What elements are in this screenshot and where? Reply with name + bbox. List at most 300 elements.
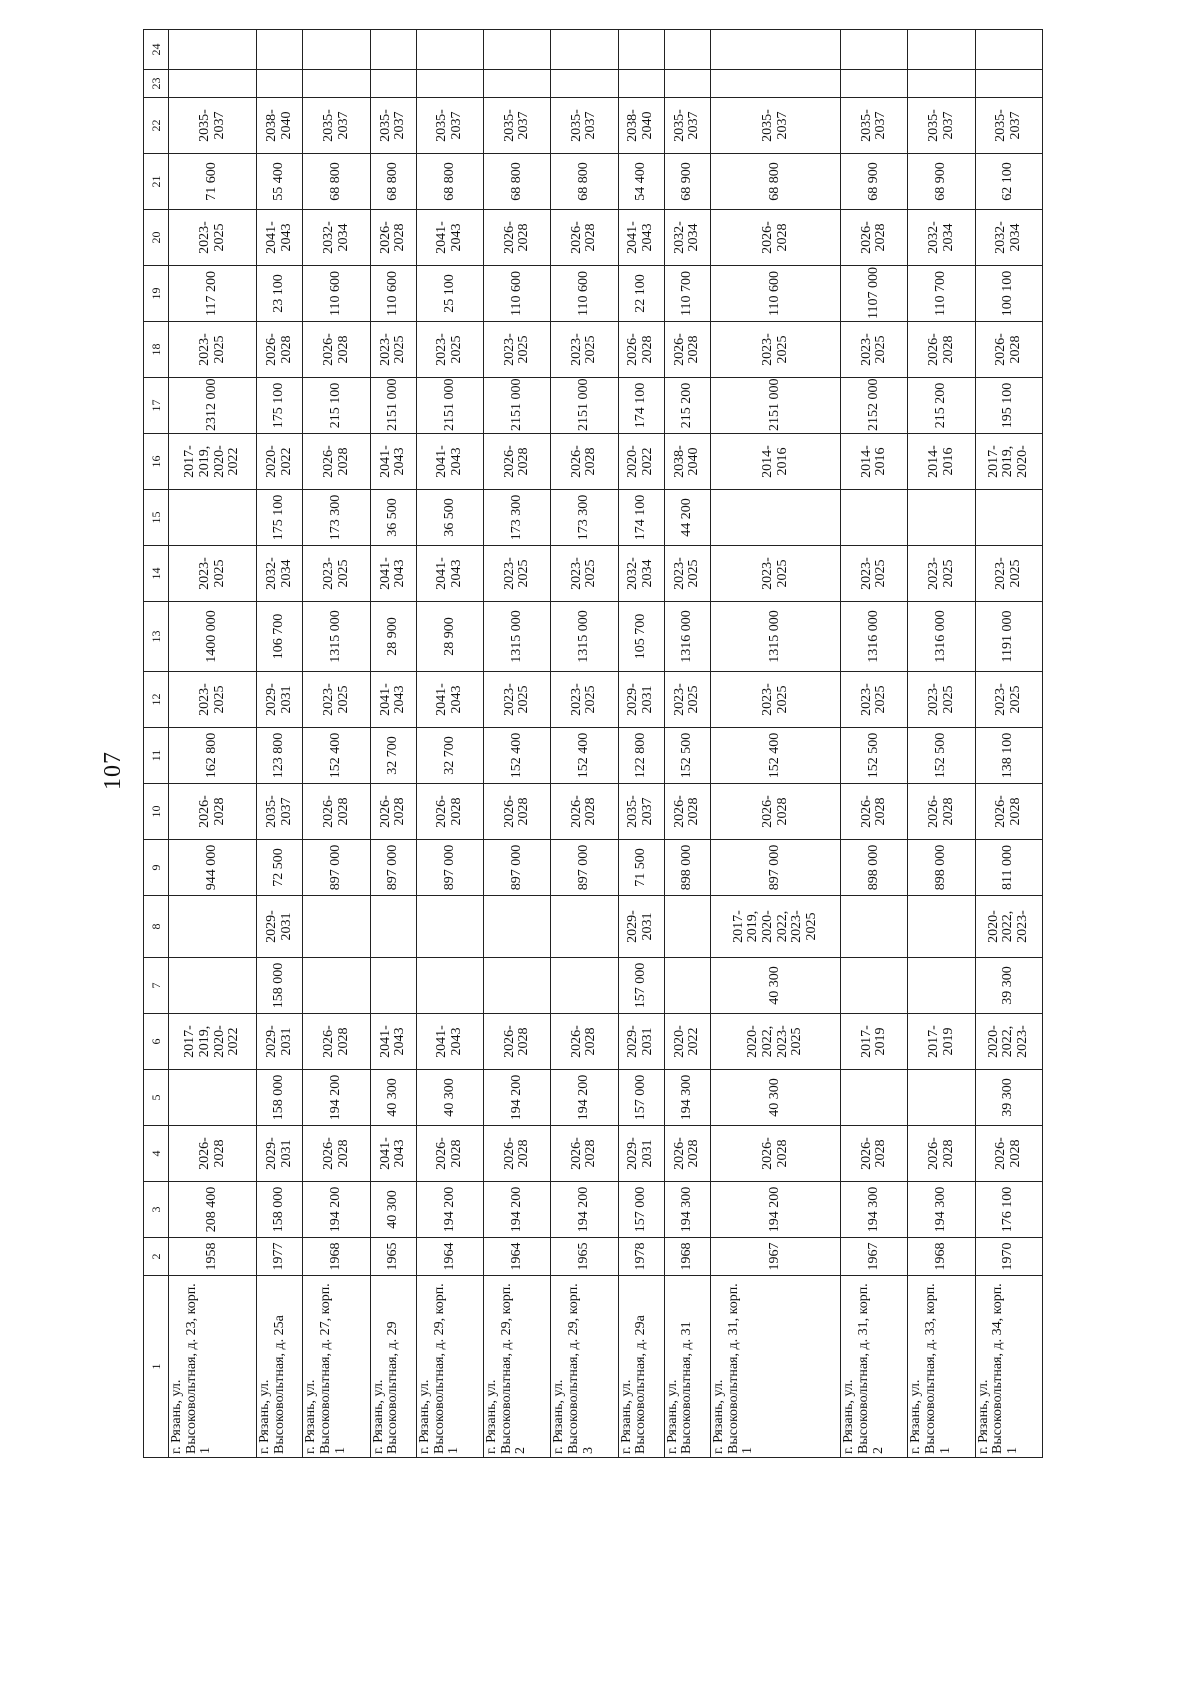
table-cell: 110 600 <box>551 266 618 322</box>
column-header-13: 13 <box>144 602 169 672</box>
table-cell: 2026-2028 <box>303 1014 370 1070</box>
column-header-22: 22 <box>144 98 169 154</box>
table-cell: 2026-2028 <box>484 434 551 490</box>
address-cell: г. Рязань, ул. Высоковольтная, д. 25а <box>257 1276 303 1458</box>
table-cell: 1965 <box>370 1238 416 1276</box>
table-cell <box>711 30 841 70</box>
table-cell: 68 800 <box>370 154 416 210</box>
table-cell: 898 000 <box>841 840 908 896</box>
table-cell: 2026-2028 <box>908 1126 975 1182</box>
table-cell: 68 900 <box>664 154 710 210</box>
column-header-11: 11 <box>144 728 169 784</box>
table-cell: 208 400 <box>169 1182 257 1238</box>
table-cell: 1191 000 <box>975 602 1042 672</box>
table-cell: 2023-2025 <box>664 672 710 728</box>
table-cell: 1970 <box>975 1238 1042 1276</box>
table-cell: 162 800 <box>169 728 257 784</box>
table-cell: 40 300 <box>370 1070 416 1126</box>
table-cell: 23 100 <box>257 266 303 322</box>
table-cell <box>841 70 908 98</box>
table-cell: 110 600 <box>711 266 841 322</box>
table-cell: 897 000 <box>303 840 370 896</box>
table-row <box>484 30 551 1458</box>
table-cell: 2026-2028 <box>841 210 908 266</box>
table-cell: 194 300 <box>908 1182 975 1238</box>
table-cell: 215 100 <box>303 378 370 434</box>
table-cell: 2029-2031 <box>618 1126 664 1182</box>
table-cell <box>908 490 975 546</box>
table-cell <box>975 30 1042 70</box>
table-cell: 1965 <box>551 1238 618 1276</box>
table-cell: 2026-2028 <box>975 322 1042 378</box>
table-cell: 1968 <box>908 1238 975 1276</box>
table-cell: 2020-2022 <box>618 434 664 490</box>
table-cell: 1978 <box>618 1238 664 1276</box>
table-cell: 2041-2043 <box>416 672 483 728</box>
table-cell: 2029-2031 <box>618 672 664 728</box>
table-cell: 123 800 <box>257 728 303 784</box>
table-cell: 2026-2028 <box>975 1126 1042 1182</box>
table-cell: 2032-2034 <box>664 210 710 266</box>
table-cell: 158 000 <box>257 958 303 1014</box>
table-cell: 2151 000 <box>711 378 841 434</box>
table-cell <box>370 30 416 70</box>
table-cell <box>370 896 416 958</box>
table-cell: 71 600 <box>169 154 257 210</box>
table-row <box>169 30 257 1458</box>
table-cell <box>257 70 303 98</box>
table-cell: 152 500 <box>908 728 975 784</box>
table-cell: 2020-2022, 2023- <box>975 1014 1042 1070</box>
table-cell: 122 800 <box>618 728 664 784</box>
table-cell <box>711 490 841 546</box>
table-cell: 2035-2037 <box>303 98 370 154</box>
table-cell <box>551 896 618 958</box>
table-cell <box>169 30 257 70</box>
table-cell: 158 000 <box>257 1182 303 1238</box>
table-cell <box>416 896 483 958</box>
table-row <box>975 30 1042 1458</box>
address-cell: г. Рязань, ул. Высоковольтная, д. 33, корп. 1 <box>908 1276 975 1458</box>
table-cell: 2151 000 <box>370 378 416 434</box>
table-cell: 1964 <box>484 1238 551 1276</box>
table-cell: 1315 000 <box>484 602 551 672</box>
column-header-1: 1 <box>144 1276 169 1458</box>
address-cell: г. Рязань, ул. Высоковольтная, д. 23, корп. 1 <box>169 1276 257 1458</box>
table-cell <box>975 490 1042 546</box>
table-cell: 40 300 <box>370 1182 416 1238</box>
table-cell: 2023-2025 <box>711 322 841 378</box>
table-cell: 2041-2043 <box>416 434 483 490</box>
table-cell <box>484 70 551 98</box>
table-cell: 110 700 <box>664 266 710 322</box>
table-cell: 28 900 <box>370 602 416 672</box>
table-cell: 2151 000 <box>551 378 618 434</box>
table-cell: 194 300 <box>664 1070 710 1126</box>
table-cell: 2026-2028 <box>484 1014 551 1070</box>
table-cell: 194 200 <box>551 1182 618 1238</box>
table-cell: 173 300 <box>484 490 551 546</box>
table-cell: 2038-2040 <box>257 98 303 154</box>
table-cell: 2312 000 <box>169 378 257 434</box>
table-cell: 2023-2025 <box>841 672 908 728</box>
table-cell: 2014-2016 <box>711 434 841 490</box>
table-cell: 175 100 <box>257 490 303 546</box>
table-cell: 2032-2034 <box>257 546 303 602</box>
table-cell: 2026-2028 <box>169 784 257 840</box>
table-cell: 2026-2028 <box>551 784 618 840</box>
table-cell: 2038-2040 <box>664 434 710 490</box>
table-cell: 2026-2028 <box>169 1126 257 1182</box>
table-cell: 2023-2025 <box>551 322 618 378</box>
table-cell: 2023-2025 <box>711 546 841 602</box>
table-cell <box>664 30 710 70</box>
table-cell: 2026-2028 <box>303 784 370 840</box>
column-header-6: 6 <box>144 1014 169 1070</box>
address-cell: г. Рязань, ул. Высоковольтная, д. 31 <box>664 1276 710 1458</box>
table-cell: 106 700 <box>257 602 303 672</box>
address-cell: г. Рязань, ул. Высоковольтная, д. 34, корп. 1 <box>975 1276 1042 1458</box>
table-cell: 1967 <box>711 1238 841 1276</box>
table-cell: 2038-2040 <box>618 98 664 154</box>
table-cell: 2026-2028 <box>711 1126 841 1182</box>
table-cell: 2020-2022, 2023-2025 <box>711 1014 841 1070</box>
table-cell: 32 700 <box>370 728 416 784</box>
address-cell: г. Рязань, ул. Высоковольтная, д. 29а <box>618 1276 664 1458</box>
table-cell: 55 400 <box>257 154 303 210</box>
table-cell: 194 300 <box>841 1182 908 1238</box>
table-cell <box>370 70 416 98</box>
table-cell: 2151 000 <box>416 378 483 434</box>
column-header-14: 14 <box>144 546 169 602</box>
table-cell <box>416 958 483 1014</box>
table-cell: 2017-2019, 2020-2022 <box>169 434 257 490</box>
table-cell: 2023-2025 <box>484 672 551 728</box>
table-cell: 2041-2043 <box>370 1014 416 1070</box>
address-cell: г. Рязань, ул. Высоковольтная, д. 29, корп. 2 <box>484 1276 551 1458</box>
address-cell: г. Рязань, ул. Высоковольтная, д. 27, корп. 1 <box>303 1276 370 1458</box>
table-cell: 2017-2019, 2020-2022, 2023-2025 <box>711 896 841 958</box>
table-cell: 2041-2043 <box>416 1014 483 1070</box>
table-cell: 2035-2037 <box>711 98 841 154</box>
table-cell: 2029-2031 <box>618 896 664 958</box>
table-cell: 110 700 <box>908 266 975 322</box>
table-cell: 68 800 <box>484 154 551 210</box>
table-cell: 1968 <box>664 1238 710 1276</box>
table-cell: 2026-2028 <box>711 210 841 266</box>
table-cell: 39 300 <box>975 1070 1042 1126</box>
table-cell <box>303 30 370 70</box>
table-cell: 68 800 <box>711 154 841 210</box>
table-cell: 138 100 <box>975 728 1042 784</box>
table-cell: 2026-2028 <box>841 784 908 840</box>
table-cell: 2026-2028 <box>370 210 416 266</box>
table-cell: 71 500 <box>618 840 664 896</box>
table-cell: 2029-2031 <box>257 672 303 728</box>
table-cell: 1958 <box>169 1238 257 1276</box>
table-cell: 194 200 <box>551 1070 618 1126</box>
table-cell: 2032-2034 <box>975 210 1042 266</box>
table-cell: 2029-2031 <box>257 1014 303 1070</box>
table-cell: 2041-2043 <box>370 672 416 728</box>
table-cell: 194 200 <box>303 1182 370 1238</box>
table-cell: 2026-2028 <box>908 322 975 378</box>
table-cell: 68 800 <box>303 154 370 210</box>
table-cell <box>908 896 975 958</box>
table-cell: 44 200 <box>664 490 710 546</box>
table-cell <box>908 70 975 98</box>
table-cell: 2026-2028 <box>416 1126 483 1182</box>
table-cell: 2023-2025 <box>841 322 908 378</box>
table-cell: 2026-2028 <box>551 1014 618 1070</box>
table-cell: 152 500 <box>664 728 710 784</box>
table-cell: 898 000 <box>908 840 975 896</box>
table-cell <box>416 30 483 70</box>
table-cell <box>841 30 908 70</box>
column-header-9: 9 <box>144 840 169 896</box>
table-cell: 72 500 <box>257 840 303 896</box>
table-cell: 2023-2025 <box>841 546 908 602</box>
table-cell <box>841 896 908 958</box>
table-cell: 2035-2037 <box>484 98 551 154</box>
table-cell: 110 600 <box>370 266 416 322</box>
table-cell: 2041-2043 <box>370 546 416 602</box>
table-cell: 1315 000 <box>711 602 841 672</box>
table-cell: 215 200 <box>664 378 710 434</box>
table-cell: 2023-2025 <box>908 546 975 602</box>
table-cell: 2023-2025 <box>551 546 618 602</box>
table-cell: 897 000 <box>370 840 416 896</box>
table-row <box>618 30 664 1458</box>
header-row <box>144 30 169 1458</box>
table-cell: 110 600 <box>484 266 551 322</box>
table-cell: 174 100 <box>618 490 664 546</box>
table-cell <box>551 30 618 70</box>
table-cell: 2029-2031 <box>257 896 303 958</box>
table-cell: 2041-2043 <box>257 210 303 266</box>
table-cell: 2026-2028 <box>664 322 710 378</box>
table-cell: 2035-2037 <box>551 98 618 154</box>
table-cell: 2023-2025 <box>975 546 1042 602</box>
table-cell: 117 200 <box>169 266 257 322</box>
table-cell: 2023-2025 <box>975 672 1042 728</box>
table-cell: 176 100 <box>975 1182 1042 1238</box>
table-cell: 2041-2043 <box>416 210 483 266</box>
column-header-3: 3 <box>144 1182 169 1238</box>
table-cell <box>257 30 303 70</box>
table-cell: 2026-2028 <box>303 1126 370 1182</box>
table-cell: 1316 000 <box>908 602 975 672</box>
table-row <box>908 30 975 1458</box>
table-cell: 105 700 <box>618 602 664 672</box>
table-cell: 897 000 <box>711 840 841 896</box>
table-cell: 40 300 <box>711 958 841 1014</box>
table-cell <box>484 896 551 958</box>
table-cell: 2035-2037 <box>169 98 257 154</box>
table-cell: 2014-2016 <box>841 434 908 490</box>
table-cell: 2026-2028 <box>664 1126 710 1182</box>
table-row <box>303 30 370 1458</box>
table-cell <box>303 70 370 98</box>
table-cell <box>664 70 710 98</box>
table-cell: 944 000 <box>169 840 257 896</box>
table-cell: 100 100 <box>975 266 1042 322</box>
table-cell: 2041-2043 <box>370 1126 416 1182</box>
table-cell: 2023-2025 <box>169 546 257 602</box>
column-header-18: 18 <box>144 322 169 378</box>
table-cell: 2026-2028 <box>618 322 664 378</box>
table-cell: 2035-2037 <box>416 98 483 154</box>
table-cell: 194 200 <box>416 1182 483 1238</box>
table-cell: 40 300 <box>711 1070 841 1126</box>
table-cell: 2026-2028 <box>711 784 841 840</box>
table-cell: 2026-2028 <box>908 784 975 840</box>
table-row <box>370 30 416 1458</box>
table-cell: 158 000 <box>257 1070 303 1126</box>
table-row <box>416 30 483 1458</box>
table-cell: 1315 000 <box>303 602 370 672</box>
table-cell: 194 200 <box>484 1070 551 1126</box>
table-cell: 2023-2025 <box>908 672 975 728</box>
table-cell: 175 100 <box>257 378 303 434</box>
column-header-8: 8 <box>144 896 169 958</box>
table-cell: 152 400 <box>484 728 551 784</box>
capital-repair-table <box>143 29 1043 1458</box>
table-cell <box>551 958 618 1014</box>
table-cell: 152 400 <box>711 728 841 784</box>
table-cell: 811 000 <box>975 840 1042 896</box>
column-header-24: 24 <box>144 30 169 70</box>
table-cell: 36 500 <box>370 490 416 546</box>
table-cell: 2026-2028 <box>484 210 551 266</box>
table-cell: 62 100 <box>975 154 1042 210</box>
table-cell <box>370 958 416 1014</box>
table-cell: 2023-2025 <box>484 546 551 602</box>
table-cell: 2032-2034 <box>908 210 975 266</box>
table-cell: 897 000 <box>551 840 618 896</box>
table-cell <box>169 70 257 98</box>
page-number: 107 <box>100 751 126 790</box>
table-cell <box>908 958 975 1014</box>
table-cell: 897 000 <box>416 840 483 896</box>
column-header-5: 5 <box>144 1070 169 1126</box>
table-cell: 2041-2043 <box>618 210 664 266</box>
table-cell: 152 500 <box>841 728 908 784</box>
table-cell: 2026-2028 <box>484 1126 551 1182</box>
table-cell: 2023-2025 <box>169 672 257 728</box>
table-row <box>664 30 710 1458</box>
table-cell: 2020-2022, 2023- <box>975 896 1042 958</box>
table-cell: 173 300 <box>551 490 618 546</box>
table-cell: 152 400 <box>303 728 370 784</box>
address-cell: г. Рязань, ул. Высоковольтная, д. 29 <box>370 1276 416 1458</box>
address-cell: г. Рязань, ул. Высоковольтная, д. 29, корп. 3 <box>551 1276 618 1458</box>
table-cell: 2026-2028 <box>303 322 370 378</box>
table-cell: 194 200 <box>303 1070 370 1126</box>
table-cell <box>908 1070 975 1126</box>
table-cell: 2026-2028 <box>975 784 1042 840</box>
column-header-12: 12 <box>144 672 169 728</box>
table-cell: 22 100 <box>618 266 664 322</box>
table-cell: 2026-2028 <box>841 1126 908 1182</box>
column-header-15: 15 <box>144 490 169 546</box>
table-cell: 2023-2025 <box>303 672 370 728</box>
table-cell <box>303 958 370 1014</box>
table-cell: 1316 000 <box>664 602 710 672</box>
table-cell: 2023-2025 <box>551 672 618 728</box>
table-cell: 2041-2043 <box>370 434 416 490</box>
column-header-17: 17 <box>144 378 169 434</box>
table-cell <box>618 70 664 98</box>
table-cell: 68 800 <box>416 154 483 210</box>
table-cell: 2023-2025 <box>169 322 257 378</box>
table-cell: 1967 <box>841 1238 908 1276</box>
table-cell: 2029-2031 <box>618 1014 664 1070</box>
table-cell: 36 500 <box>416 490 483 546</box>
table-cell: 2017-2019 <box>841 1014 908 1070</box>
table-cell <box>711 70 841 98</box>
table-cell: 2152 000 <box>841 378 908 434</box>
table-cell: 157 000 <box>618 958 664 1014</box>
table-cell: 2023-2025 <box>370 322 416 378</box>
table-cell: 2032-2034 <box>618 546 664 602</box>
table-cell <box>303 896 370 958</box>
table-cell: 2017-2019, 2020- <box>975 434 1042 490</box>
table-cell: 1315 000 <box>551 602 618 672</box>
table-cell: 174 100 <box>618 378 664 434</box>
table-cell: 2041-2043 <box>416 546 483 602</box>
table-cell: 157 000 <box>618 1182 664 1238</box>
table-row <box>711 30 841 1458</box>
column-header-19: 19 <box>144 266 169 322</box>
column-header-23: 23 <box>144 70 169 98</box>
table-cell <box>169 896 257 958</box>
table-cell: 195 100 <box>975 378 1042 434</box>
table-cell: 1964 <box>416 1238 483 1276</box>
table-cell: 2023-2025 <box>711 672 841 728</box>
table-cell: 2026-2028 <box>370 784 416 840</box>
address-cell: г. Рязань, ул. Высоковольтная, д. 29, корп. 1 <box>416 1276 483 1458</box>
rotated-table-container <box>143 43 1043 1458</box>
table-cell: 2026-2028 <box>664 784 710 840</box>
table-cell <box>664 896 710 958</box>
table-cell: 2023-2025 <box>484 322 551 378</box>
table-cell: 194 200 <box>711 1182 841 1238</box>
table-cell: 2035-2037 <box>975 98 1042 154</box>
table-cell: 2020-2022 <box>664 1014 710 1070</box>
table-cell <box>841 958 908 1014</box>
table-cell: 68 900 <box>908 154 975 210</box>
table-cell: 152 400 <box>551 728 618 784</box>
table-cell <box>908 30 975 70</box>
table-cell: 2017-2019 <box>908 1014 975 1070</box>
table-cell: 40 300 <box>416 1070 483 1126</box>
address-cell: г. Рязань, ул. Высоковольтная, д. 31, корп. 2 <box>841 1276 908 1458</box>
table-cell: 2035-2037 <box>841 98 908 154</box>
table-cell <box>975 70 1042 98</box>
table-cell: 68 900 <box>841 154 908 210</box>
table-cell: 1316 000 <box>841 602 908 672</box>
table-cell <box>416 70 483 98</box>
table-cell: 2017-2019, 2020-2022 <box>169 1014 257 1070</box>
table-cell: 2035-2037 <box>618 784 664 840</box>
table-cell: 2026-2028 <box>551 434 618 490</box>
table-cell: 54 400 <box>618 154 664 210</box>
table-cell: 25 100 <box>416 266 483 322</box>
table-cell: 110 600 <box>303 266 370 322</box>
table-cell: 39 300 <box>975 958 1042 1014</box>
table-cell <box>169 490 257 546</box>
